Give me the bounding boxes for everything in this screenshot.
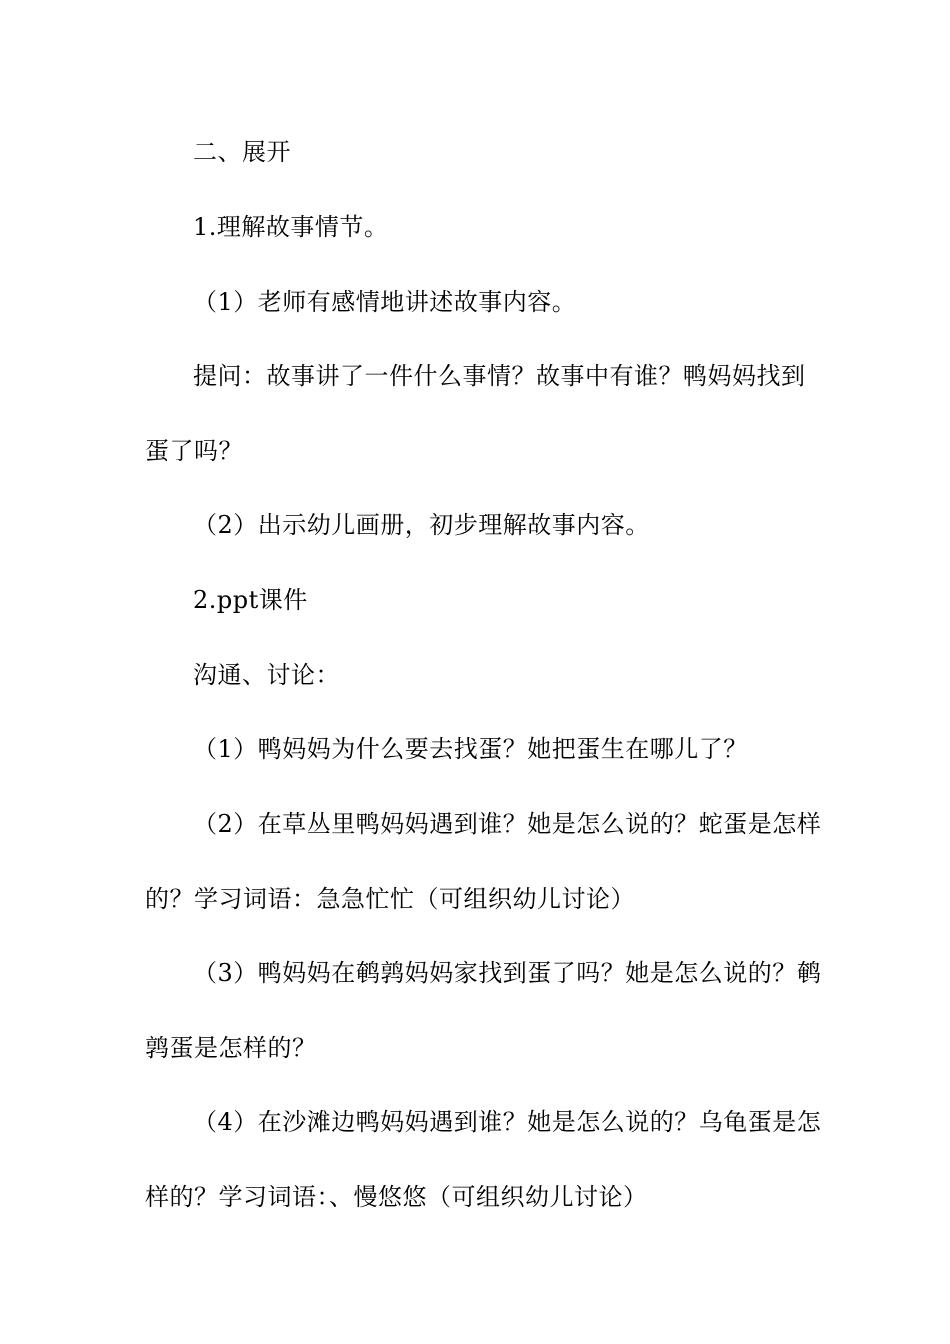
section-heading: 二、展开 — [193, 138, 291, 166]
paragraph-line: （2）在草丛里鸭妈妈遇到谁？她是怎么说的？蛇蛋是怎样 — [193, 810, 822, 838]
paragraph-line: （1）老师有感情地讲述故事内容。 — [193, 288, 577, 316]
paragraph-line: 的？学习词语：急急忙忙（可组织幼儿讨论） — [145, 885, 635, 913]
paragraph-line: 蛋了吗？ — [145, 437, 243, 465]
paragraph-line: （3）鸭妈妈在鹌鹑妈妈家找到蛋了吗？她是怎么说的？鹌 — [193, 959, 822, 987]
paragraph-line: （4）在沙滩边鸭妈妈遇到谁？她是怎么说的？乌龟蛋是怎 — [193, 1108, 822, 1136]
paragraph-line: （1）鸭妈妈为什么要去找蛋？她把蛋生在哪儿了？ — [193, 735, 748, 763]
step-heading-1: 1.理解故事情节。 — [193, 213, 389, 241]
paragraph-line: 提问：故事讲了一件什么事情？故事中有谁？鸭妈妈找到 — [193, 362, 806, 390]
paragraph-line: 沟通、讨论： — [193, 661, 340, 689]
step-heading-2: 2.ppt课件 — [193, 586, 308, 614]
paragraph-line: 鹑蛋是怎样的？ — [145, 1034, 317, 1062]
paragraph-line: （2）出示幼儿画册，初步理解故事内容。 — [193, 511, 650, 539]
paragraph-line: 样的？学习词语：、慢悠悠（可组织幼儿讨论） — [145, 1183, 648, 1211]
